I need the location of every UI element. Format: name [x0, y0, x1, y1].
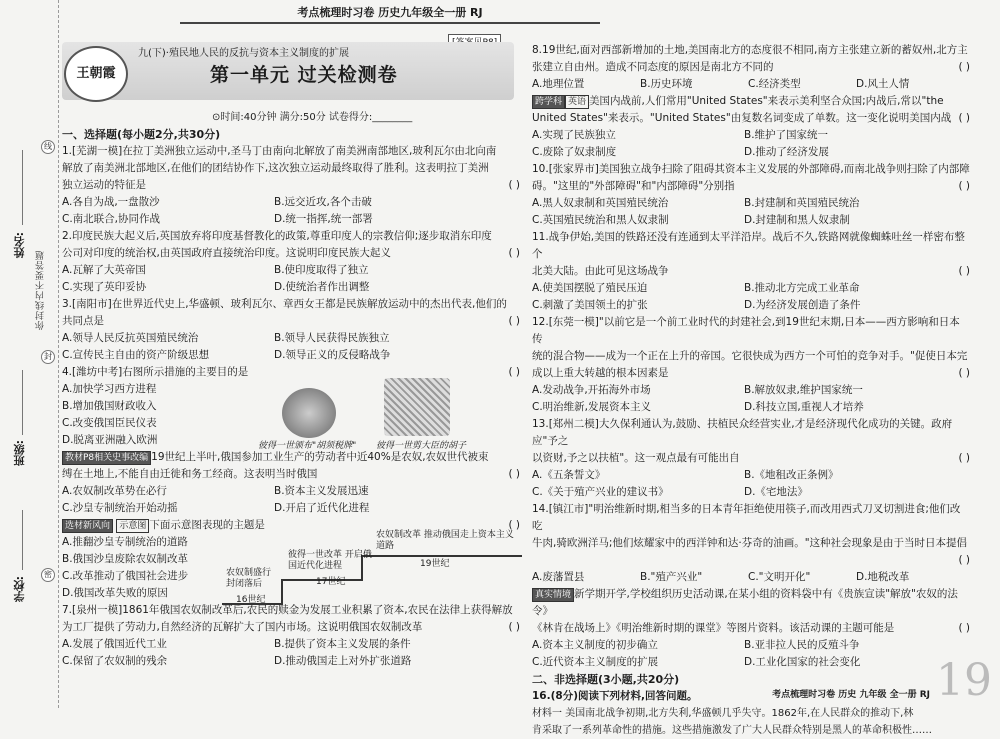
option[interactable]: D.为经济发展创造了条件	[744, 299, 861, 311]
question-text: 共同点是	[62, 315, 104, 327]
binding-margin	[0, 0, 59, 708]
answer-blank[interactable]: ( )	[508, 315, 520, 327]
source-tag: 跨学科	[532, 95, 565, 109]
option[interactable]: D.地税改革	[856, 571, 910, 583]
option[interactable]: A.实现了民族独立	[532, 129, 616, 141]
option[interactable]: D.领导正义的反侵略战争	[274, 349, 391, 361]
question-text: 14.[镇江市]"明治维新时期,相当多的日本青年拒绝使用筷子,而改用西式刀叉切割进食;他们改吃	[532, 503, 961, 532]
option[interactable]: C.近代资本主义制度的扩展	[532, 656, 659, 668]
option[interactable]: A.使美国摆脱了殖民压迫	[532, 282, 648, 294]
answer-blank[interactable]: ( )	[958, 554, 970, 566]
source-tag: 示意图	[116, 519, 149, 533]
question-text: 2.印度民族大起义后,英国放弃将印度基督教化的政策,尊重印度人的宗教信仰;逐步取消东印度	[62, 230, 492, 242]
class-line	[22, 370, 23, 435]
stair-century-2: 17世纪	[316, 577, 346, 587]
option[interactable]: A.黑人奴隶制和英国殖民统治	[532, 197, 669, 209]
option[interactable]: D.脱离亚洲融入欧洲	[62, 434, 158, 446]
question-text: 北美大陆。由此可见这场战争	[532, 265, 669, 277]
question-11	[532, 229, 970, 314]
question-13	[532, 416, 970, 501]
option[interactable]: A.发展了俄国近代工业	[62, 638, 167, 650]
answer-blank[interactable]: ( )	[958, 180, 970, 192]
right-column	[532, 42, 970, 739]
beard-cutting-engraving	[384, 378, 450, 436]
option[interactable]: C.明治维新,发展资本主义	[532, 401, 652, 413]
answer-blank[interactable]: ( )	[508, 247, 520, 259]
option[interactable]: B.增加俄国财政收入	[62, 400, 157, 412]
option[interactable]: C.改变俄国臣民仪表	[62, 417, 157, 429]
option[interactable]: A.加快学习西方进程	[62, 383, 157, 395]
option[interactable]: B.解放奴隶,维护国家统一	[744, 384, 863, 396]
publisher-logo: 王朝霞	[64, 46, 128, 102]
option[interactable]: D.统一指挥,统一部署	[274, 213, 373, 225]
stair-century-1: 16世纪	[236, 595, 266, 605]
option[interactable]: B.俄国沙皇废除农奴制改革	[62, 553, 189, 565]
question-9	[532, 93, 970, 161]
option[interactable]: C.南北联合,协同作战	[62, 213, 161, 225]
option[interactable]: B.历史环境	[640, 78, 693, 90]
question-text: 独立运动的特征是	[62, 179, 146, 191]
question-text: United States"来表示。"United States"由复数名词变成了单数。这一变化说明美国内战	[532, 112, 952, 124]
option[interactable]: A.领导人民反抗英国殖民统治	[62, 332, 199, 344]
option[interactable]: B.《地租改正条例》	[744, 469, 839, 481]
stair-step-1: 农奴制盛行 封闭落后	[226, 568, 272, 589]
option[interactable]: B.领导人民获得民族独立	[274, 332, 390, 344]
question-text: 19世纪上半叶,俄国参加工业生产的劳动者中近40%是农奴,农奴世代被束	[151, 451, 489, 463]
question-text: 1.[芜湖一模]在拉丁美洲独立运动中,圣马丁由南向北解放了南美洲南部地区,玻利瓦尔由北向南	[62, 145, 497, 157]
question-16: 16.(8分)阅读下列材料,回答问题。	[532, 690, 698, 702]
question-14	[532, 501, 970, 586]
option[interactable]: D.封建制和黑人奴隶制	[744, 214, 850, 226]
question-text: 7.[泉州一模]1861年俄国农奴制改革后,农民的赎金为发展工业积累了资本,农民在法律上获得解放	[62, 604, 513, 616]
answer-blank[interactable]: ( )	[508, 519, 520, 531]
option[interactable]: D.工业化国家的社会变化	[744, 656, 861, 668]
section-heading: 一、选择题(每小题2分,共30分)	[62, 128, 221, 141]
seal-marker: 封	[41, 350, 55, 364]
answer-blank[interactable]: ( )	[958, 367, 970, 379]
question-text: 张建立自由州。造成不同态度的原因是南北方不同的	[532, 61, 774, 73]
question-text: 统的混合物——成为一个正在上升的帝国。它很快成为西方一个可怕的竞争对手。"促使日本完	[532, 350, 968, 362]
question-10	[532, 161, 970, 229]
option[interactable]: C.《关于殖产兴业的建议书》	[532, 486, 669, 498]
question-text: 解放了南美洲北部地区,在他们的团结协作下,这次独立运动最终取得了胜利。这表明拉丁美洲	[62, 162, 489, 174]
question-text: 《林肯在战场上》《明治维新时期的课堂》等图片资料。该活动课的主题可能是	[532, 622, 895, 634]
question-text: 4.[潍坊中考]右图所示措施的主要目的是	[62, 366, 249, 378]
question-text: 碍。"这里的"外部障碍"和"内部障碍"分别指	[532, 180, 735, 192]
option[interactable]: A.瓦解了大英帝国	[62, 264, 146, 276]
beard-token-image	[282, 388, 336, 438]
answer-blank[interactable]: ( )	[958, 265, 970, 277]
option[interactable]: A.推翻沙皇专制统治的道路	[62, 536, 188, 548]
page-number: 19	[936, 655, 992, 706]
stair-step-2: 彼得一世改革 开启俄国近代化进程	[288, 550, 372, 571]
question-3	[62, 296, 520, 364]
stair-century-3: 19世纪	[420, 559, 450, 569]
question-text: 12.[东莞一模]"以前它是一个前工业时代的封建社会,到19世纪末期,日本——西方影响和日本传	[532, 316, 960, 345]
question-text: 成以上重大转越的根本因素是	[532, 367, 669, 379]
seal-marker: 线	[41, 140, 55, 154]
answer-blank[interactable]: ( )	[958, 112, 970, 124]
running-header: 考点梳理时习卷 历史九年级全一册 RJ	[180, 4, 600, 24]
question-2	[62, 228, 520, 296]
question-5	[62, 449, 520, 517]
exam-meta: ⊙时间:40分钟 满分:50分 试卷得分:________	[212, 112, 413, 123]
question-text: 10.[张家界市]美国独立战争扫除了阻碍其资本主义发展的外部障碍,而南北战争则扫除了内部障	[532, 163, 970, 175]
material-text: 肯采取了一系列革命性的措施。这些措施激发了广大人民群众特别是黑人的革命积极性……	[532, 725, 932, 736]
source-tag: 选材新风向	[62, 519, 113, 533]
question-12	[532, 314, 970, 416]
question-1	[62, 143, 520, 228]
question-text: 为工厂提供了劳动力,自然经济的瓦解扩大了国内市场。这说明俄国农奴制改革	[62, 621, 423, 633]
option[interactable]: B.资本主义发展迅速	[274, 485, 369, 497]
question-15	[532, 586, 970, 671]
school-label: 学校:	[13, 576, 26, 603]
question-text: 8.19世纪,面对西部新增加的土地,美国南北方的态度很不相同,南方主张建立新的蓄奴州,北方主	[532, 44, 968, 56]
source-tag: 真实情境	[532, 588, 574, 602]
image-caption: 彼得一世颁布"胡须税牌"	[258, 441, 357, 451]
name-label: 姓名:	[13, 232, 26, 259]
option[interactable]: C.实现了英印妥协	[62, 281, 147, 293]
seal-marker: 密	[41, 568, 55, 582]
question-text: 3.[南阳市]在世界近代史上,华盛顿、玻利瓦尔、章西女王都是民族解放运动中的杰出代表,他们的	[62, 298, 507, 310]
option[interactable]: C.刺激了美国领土的扩张	[532, 299, 648, 311]
option[interactable]: B.维护了国家统一	[744, 129, 829, 141]
option[interactable]: C.保留了农奴制的残余	[62, 655, 168, 667]
option[interactable]: B.亚非拉人民的反殖斗争	[744, 639, 860, 651]
section-heading: 二、非选择题(3小题,共20分)	[532, 673, 680, 686]
option[interactable]: B.远交近攻,各个击破	[274, 196, 372, 208]
option[interactable]: A.《五条誓文》	[532, 469, 606, 481]
seal-note: 你封线内不要答题	[36, 250, 46, 330]
source-tag: 英语	[565, 95, 589, 109]
option[interactable]: D.使统治者作出调整	[274, 281, 370, 293]
option[interactable]: A.农奴制改革势在必行	[62, 485, 167, 497]
source-tag: 教材P8相关史事改编	[62, 451, 151, 465]
option[interactable]: D.风土人情	[856, 78, 910, 90]
question-text: 以资财,予之以扶植"。这一观点最有可能出自	[532, 452, 740, 464]
question-text: 13.[郑州二模]大久保利通认为,鼓励、扶植民众经营实业,才是经济现代化成功的关键。政府应"予之	[532, 418, 953, 447]
stair-step-3: 农奴制改革 推动俄国走上资本主义道路	[376, 530, 514, 551]
option[interactable]: C."文明开化"	[748, 571, 811, 583]
answer-blank[interactable]: ( )	[508, 179, 520, 191]
question-text: 美国内战前,人们常用"United States"来表示美利坚合众国;内战后,常以"the	[589, 95, 944, 107]
option[interactable]: D.科技立国,重视人才培养	[744, 401, 864, 413]
option[interactable]: C.经济类型	[748, 78, 801, 90]
option[interactable]: C.英国殖民统治和黑人奴隶制	[532, 214, 669, 226]
answer-blank[interactable]: ( )	[508, 366, 520, 378]
school-line	[22, 510, 23, 570]
class-label: 班级:	[13, 440, 26, 467]
question-8	[532, 42, 970, 93]
option[interactable]: A.资本主义制度的初步确立	[532, 639, 658, 651]
option[interactable]: A.发动战争,开拓海外市场	[532, 384, 651, 396]
option[interactable]: C.宣传民主自由的资产阶级思想	[62, 349, 210, 361]
option[interactable]: D.开启了近代化进程	[274, 502, 370, 514]
option[interactable]: D.《宅地法》	[744, 486, 808, 498]
option[interactable]: C.改革推动了俄国社会进步	[62, 570, 189, 582]
answer-blank[interactable]: ( )	[958, 61, 970, 73]
unit-subtitle: 九(下)·殖民地人民的反抗与资本主义制度的扩展	[138, 48, 349, 59]
option[interactable]: D.推动俄国走上对外扩张道路	[274, 655, 412, 667]
option[interactable]: A.各自为战,一盘散沙	[62, 196, 160, 208]
answer-blank[interactable]: ( )	[958, 622, 970, 634]
page-title: 第一单元 过关检测卷	[210, 64, 398, 86]
option[interactable]: B.推动北方完成工业革命	[744, 282, 860, 294]
option[interactable]: C.沙皇专制统治开始动摇	[62, 502, 178, 514]
question-text: 牛肉,骑欧洲洋马;他们炫耀家中的西洋钟和达·芬奇的油画。"这种社会现象是由于当时日本提倡	[532, 537, 968, 549]
question-text: 11.战争伊始,美国的铁路还没有连通到太平洋沿岸。战后不久,铁路网就像蜘蛛吐丝一样密布整个	[532, 231, 965, 260]
question-text: 新学期开学,学校组织历史活动课,在某小组的资料袋中有《贵族宣读"解放"农奴的法令》	[532, 588, 958, 617]
option[interactable]: B."殖产兴业"	[640, 571, 703, 583]
answer-blank[interactable]: ( )	[958, 452, 970, 464]
option[interactable]: C.废除了奴隶制度	[532, 146, 617, 158]
question-text: 公司对印度的统治权,由英国政府直接统治印度。这说明印度民族大起义	[62, 247, 391, 259]
option[interactable]: B.提供了资本主义发展的条件	[274, 638, 411, 650]
option[interactable]: B.使印度取得了独立	[274, 264, 369, 276]
option[interactable]: A.地理位置	[532, 78, 585, 90]
answer-blank[interactable]: ( )	[508, 468, 520, 480]
answer-blank[interactable]: ( )	[508, 621, 520, 633]
page-footer: 考点梳理时习卷 历史 九年级 全一册 RJ	[772, 690, 930, 700]
question-text: 下面示意图表现的主题是	[149, 519, 265, 531]
option[interactable]: B.封建制和英国殖民统治	[744, 197, 860, 209]
material-text: 材料一 美国南北战争初期,北方失利,华盛顿几乎失守。1862年,在人民群众的推动下,林	[532, 708, 914, 719]
question-text: 缚在土地上,不能自由迁徙和务工经商。这表明当时俄国	[62, 468, 318, 480]
option[interactable]: A.废藩置县	[532, 571, 585, 583]
option[interactable]: D.推动了经济发展	[744, 146, 829, 158]
option[interactable]: D.俄国改革失败的原因	[62, 587, 168, 599]
image-caption: 彼得一世剪大臣的胡子	[376, 441, 467, 451]
name-line	[22, 150, 23, 225]
